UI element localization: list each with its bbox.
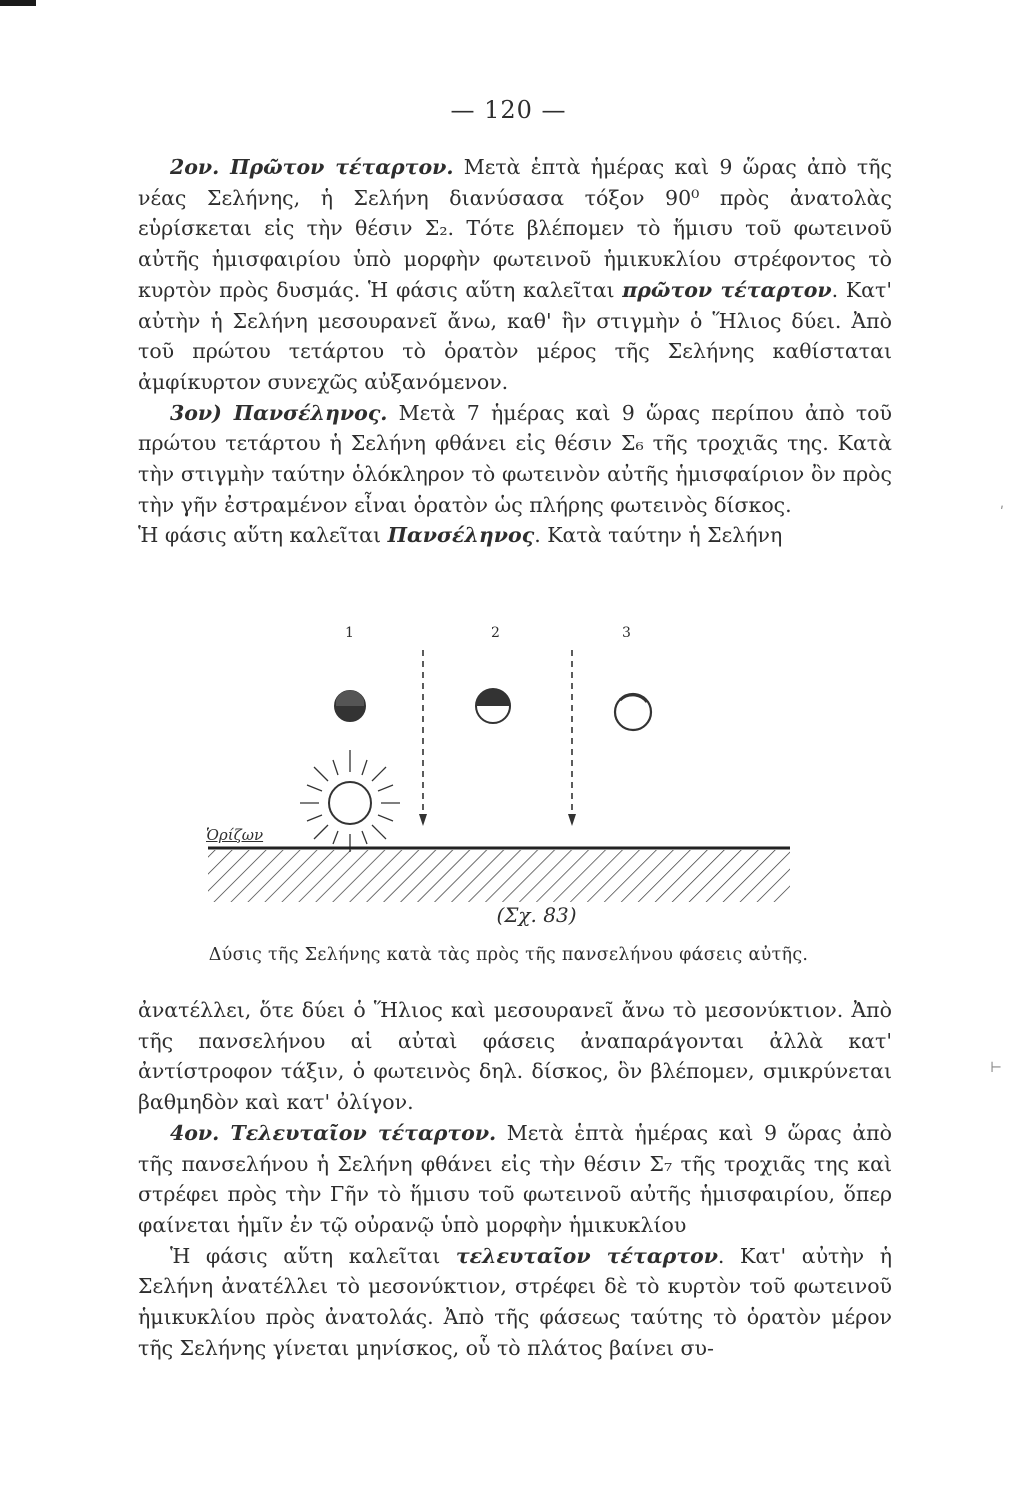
section-heading-last-quarter: 4ον. Τελευταῖον τέταρτον. xyxy=(170,1120,497,1145)
phase-number-3: 3 xyxy=(622,625,631,641)
text-block-bottom xyxy=(138,995,892,1363)
paragraph-text: Μετὰ 7 ἡμέρας καὶ 9 ὥρας περίπου ἀπὸ τοῦ πρώτου τετάρτου ἡ Σελήνη φθάνει εἰς θέσιν Σ₆ τῆς τροχιᾶς της. Κατὰ τὴν στιγμὴν ταύτην ὁλόκληρον τὸ φωτεινὸν αὐτῆς ἡμισφαίριον ὂν πρὸς τὴν γῆν ἐστραμένον εἶναι ὁρατὸν ὡς πλήρης φωτεινὸς δίσκος. xyxy=(138,400,892,517)
paragraph-text: Μετὰ ἑπτὰ ἡμέρας καὶ 9 ὥρας ἀπὸ τῆς πανσελήνου ἡ Σελήνη φθάνει εἰς τὴν θέσιν Σ₇ τῆς τροχιᾶς της καὶ στρέφει πρὸς τὴν Γῆν τὸ ἥμισυ τοῦ φωτεινοῦ αὐτῆς ἡμισφαιρίου, ὅπερ φαίνεται ἡμῖν ἐν τῷ οὐρανῷ ὑπὸ μορφὴν ἡμικυκλίου xyxy=(138,1120,892,1237)
term-first-quarter: πρῶτον τέταρτον xyxy=(622,277,832,302)
sun-icon xyxy=(300,750,400,852)
paragraph-text: Ἡ φάσις αὕτη καλεῖται xyxy=(138,523,388,548)
text-block-top xyxy=(138,152,892,551)
ground-hatching xyxy=(208,850,790,902)
corner-scan-mark xyxy=(0,0,36,6)
moon-phase-2-icon xyxy=(476,689,510,723)
paragraph-full-moon-name xyxy=(138,520,892,551)
section-heading-first-quarter: 2ον. Πρῶτον τέταρτον. xyxy=(170,155,454,179)
arrow-down-icon xyxy=(568,814,576,826)
moon-phase-3-icon xyxy=(615,694,651,730)
paragraph-text: . Κατ' αὐτὴν ἡ Σελήνη ἀνατέλλει τὸ μεσονύκτιον, στρέφει δὲ τὸ κυρτὸν τοῦ φωτεινοῦ ἡμικυκλίου πρὸς ἀνατολάς. Ἀπὸ τῆς φάσεως ταύτης τὸ ὁρατὸν μέρον τῆς Σελήνης γίνεται μηνίσκος, οὗ τὸ πλάτος βαίνει συ- xyxy=(138,1243,893,1360)
paragraph-last-quarter xyxy=(138,1118,892,1241)
moon-phases-figure xyxy=(190,620,810,920)
margin-tick-mark: ⊢ xyxy=(990,1060,1003,1076)
term-last-quarter: τελευταῖον τέταρτον xyxy=(455,1243,718,1268)
arrow-down-icon xyxy=(419,814,427,826)
section-heading-full-moon: 3ον) Πανσέληνος. xyxy=(170,400,388,425)
term-full-moon: Πανσέληνος xyxy=(387,523,535,548)
moon-phases-diagram xyxy=(190,620,810,920)
paragraph-first-quarter xyxy=(138,152,892,398)
moon-phase-1-icon xyxy=(335,690,365,721)
margin-tick-mark: ʹ xyxy=(1000,505,1004,521)
paragraph-text: . Κατὰ ταύτην ἡ Σελήνη xyxy=(534,523,783,548)
paragraph-last-quarter-name xyxy=(138,1241,892,1364)
paragraph-text: ἀνατέλλει, ὅτε δύει ὁ Ἥλιος καὶ μεσουρανεῖ ἄνω τὸ μεσονύκτιον. Ἀπὸ τῆς πανσελήνου αἱ αὐταὶ φάσεις ἀναπαράγονται ἀλλὰ κατ' ἀντίστροφον τάξιν, ὁ φωτεινὸς δηλ. δίσκος, ὃν βλέπομεν, σμικρύνεται βαθμηδὸν καὶ κατ' ὀλίγον. xyxy=(138,998,892,1115)
paragraph-text: . Κατ' αὐτὴν ἡ Σελήνη μεσουρανεῖ ἄνω, καθ' ἣν στιγμὴν ὁ Ἥλιος δύει. Ἀπὸ τοῦ πρώτου τετάρτου τὸ ὁρατὸν μέρος τῆς Σελήνης καθίσταται ἀμφίκυρτον συνεχῶς αὐξανόμενον. xyxy=(138,277,893,394)
paragraph-continuation xyxy=(138,995,892,1118)
figure-label: (Σχ. 83) xyxy=(496,903,577,927)
horizon-label: Ὁρίζων xyxy=(206,826,264,844)
page-number: — 120 — xyxy=(450,96,567,124)
paragraph-text: Ἡ φάσις αὕτη καλεῖται xyxy=(170,1243,456,1268)
paragraph-text: Μετὰ ἑπτὰ ἡμέρας καὶ 9 ὥρας ἀπὸ τῆς νέας Σελήνης, ἡ Σελήνη διανύσασα τόξον 90⁰ πρὸς ἀνατολὰς εὑρίσκεται εἰς τὴν θέσιν Σ₂. Τότε βλέπομεν τὸ ἥμισυ τοῦ φωτεινοῦ αὐτῆς ἡμισφαιρίου ὑπὸ μορφὴν φωτεινοῦ ἡμικυκλίου στρέφοντος τὸ κυρτὸν πρὸς δυσμάς. Ἡ φάσις αὕτη καλεῖται xyxy=(138,155,892,302)
phase-number-1: 1 xyxy=(345,625,354,641)
figure-caption: Δύσις τῆς Σελήνης κατὰ τὰς πρὸς τῆς πανσελήνου φάσεις αὐτῆς. xyxy=(208,945,809,965)
paragraph-full-moon xyxy=(138,398,892,521)
phase-number-2: 2 xyxy=(491,625,500,641)
